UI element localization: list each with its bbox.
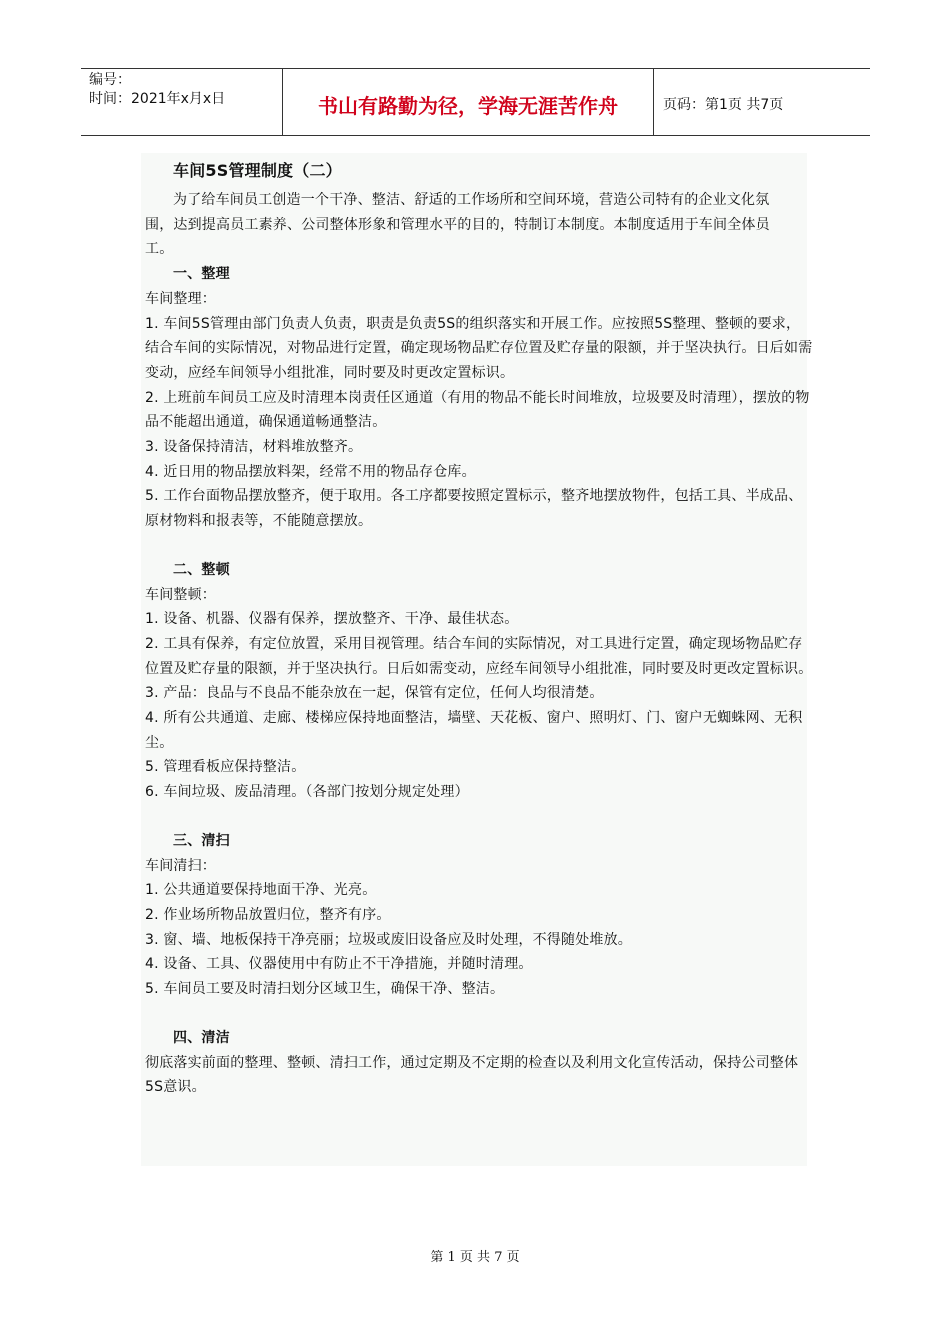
list-item: 2. 作业场所物品放置归位，整齐有序。 xyxy=(145,906,391,923)
section-heading: 二、整顿 xyxy=(173,561,230,578)
header-motto-cell xyxy=(282,69,654,135)
section-subheading: 车间清扫： xyxy=(145,857,216,874)
list-item: 2. 工具有保养，有定位放置，采用目视管理。结合车间的实际情况，对工具进行定置，确定现场物品贮存位置及贮存量的限额，并于坚决执行。日后如需变动，应经车间领导小组批准，同时要及时更改定置标识。 xyxy=(145,635,813,677)
document-title: 车间5S管理制度（二） xyxy=(173,161,342,180)
list-item: 5. 车间员工要及时清扫划分区域卫生，确保干净、整洁。 xyxy=(145,981,505,998)
document-number-label: 编号： xyxy=(89,72,131,88)
section-subheading: 车间整顿： xyxy=(145,586,216,603)
section-heading: 四、清洁 xyxy=(173,1029,230,1046)
list-item: 1. 车间5S管理由部门负责人负责，职责是负责5S的组织落实和开展工作。应按照5S整理、整顿的要求，结合车间的实际情况，对物品进行定置，确定现场物品贮存位置及贮存量的限额，并于坚决执行。日后如需变动，应经车间领导小组批准，同时要及时更改定置标识。 xyxy=(145,315,813,381)
list-item: 1. 设备、机器、仪器有保养，摆放整齐、干净、最佳状态。 xyxy=(145,611,519,628)
page-header xyxy=(81,68,870,136)
document-date-label: 时间：2021年x月x日 xyxy=(89,91,226,107)
section-zhengli xyxy=(145,262,813,534)
list-item: 3. 设备保持清洁，材料堆放整齐。 xyxy=(145,439,363,456)
section-heading: 一、整理 xyxy=(173,266,230,283)
header-meta xyxy=(81,69,282,135)
list-item: 5. 管理看板应保持整洁。 xyxy=(145,759,306,776)
list-item: 2. 上班前车间员工应及时清理本岗责任区通道（有用的物品不能长时间堆放，垃圾要及时清理），摆放的物品不能超出通道，确保通道畅通整洁。 xyxy=(145,389,810,431)
section-qingsao xyxy=(145,829,813,1002)
document-body xyxy=(145,158,813,1124)
page-footer: 第 1 页 共 7 页 xyxy=(430,1250,520,1265)
section-subheading: 车间整理： xyxy=(145,290,216,307)
list-item: 1. 公共通道要保持地面干净、光亮。 xyxy=(145,882,377,899)
list-item: 4. 设备、工具、仪器使用中有防止不干净措施，并随时清理。 xyxy=(145,956,533,973)
section-qingjie xyxy=(145,1026,813,1100)
list-item: 3. 窗、墙、地板保持干净亮丽；垃圾或废旧设备应及时处理，不得随处堆放。 xyxy=(145,931,633,948)
header-page-number: 页码：第1页 共7页 xyxy=(663,97,784,113)
list-item: 6. 车间垃圾、废品清理。（各部门按划分规定处理） xyxy=(145,784,469,801)
section-zhengdun xyxy=(145,558,813,805)
section-heading: 三、清扫 xyxy=(173,832,230,849)
header-page-cell xyxy=(654,69,870,135)
header-motto: 书山有路勤为径，学海无涯苦作舟 xyxy=(318,93,618,118)
section-paragraph: 彻底落实前面的整理、整顿、清扫工作，通过定期及不定期的检查以及利用文化宣传活动，保持公司整体5S意识。 xyxy=(145,1054,799,1096)
list-item: 5. 工作台面物品摆放整齐，便于取用。各工序都要按照定置标示，整齐地摆放物件，包括工具、半成品、原材物料和报表等，不能随意摆放。 xyxy=(145,488,803,530)
list-item: 4. 近日用的物品摆放料架，经常不用的物品存仓库。 xyxy=(145,463,476,480)
list-item: 3. 产品：良品与不良品不能杂放在一起，保管有定位，任何人均很清楚。 xyxy=(145,685,604,702)
intro-paragraph: 为了给车间员工创造一个干净、整洁、舒适的工作场所和空间环境，营造公司特有的企业文化氛围，达到提高员工素养、公司整体形象和管理水平的目的，特制订本制度。本制度适用于车间全体员工。 xyxy=(145,192,770,258)
list-item: 4. 所有公共通道、走廊、楼梯应保持地面整洁，墙壁、天花板、窗户、照明灯、门、窗户无蜘蛛网、无积尘。 xyxy=(145,710,803,751)
